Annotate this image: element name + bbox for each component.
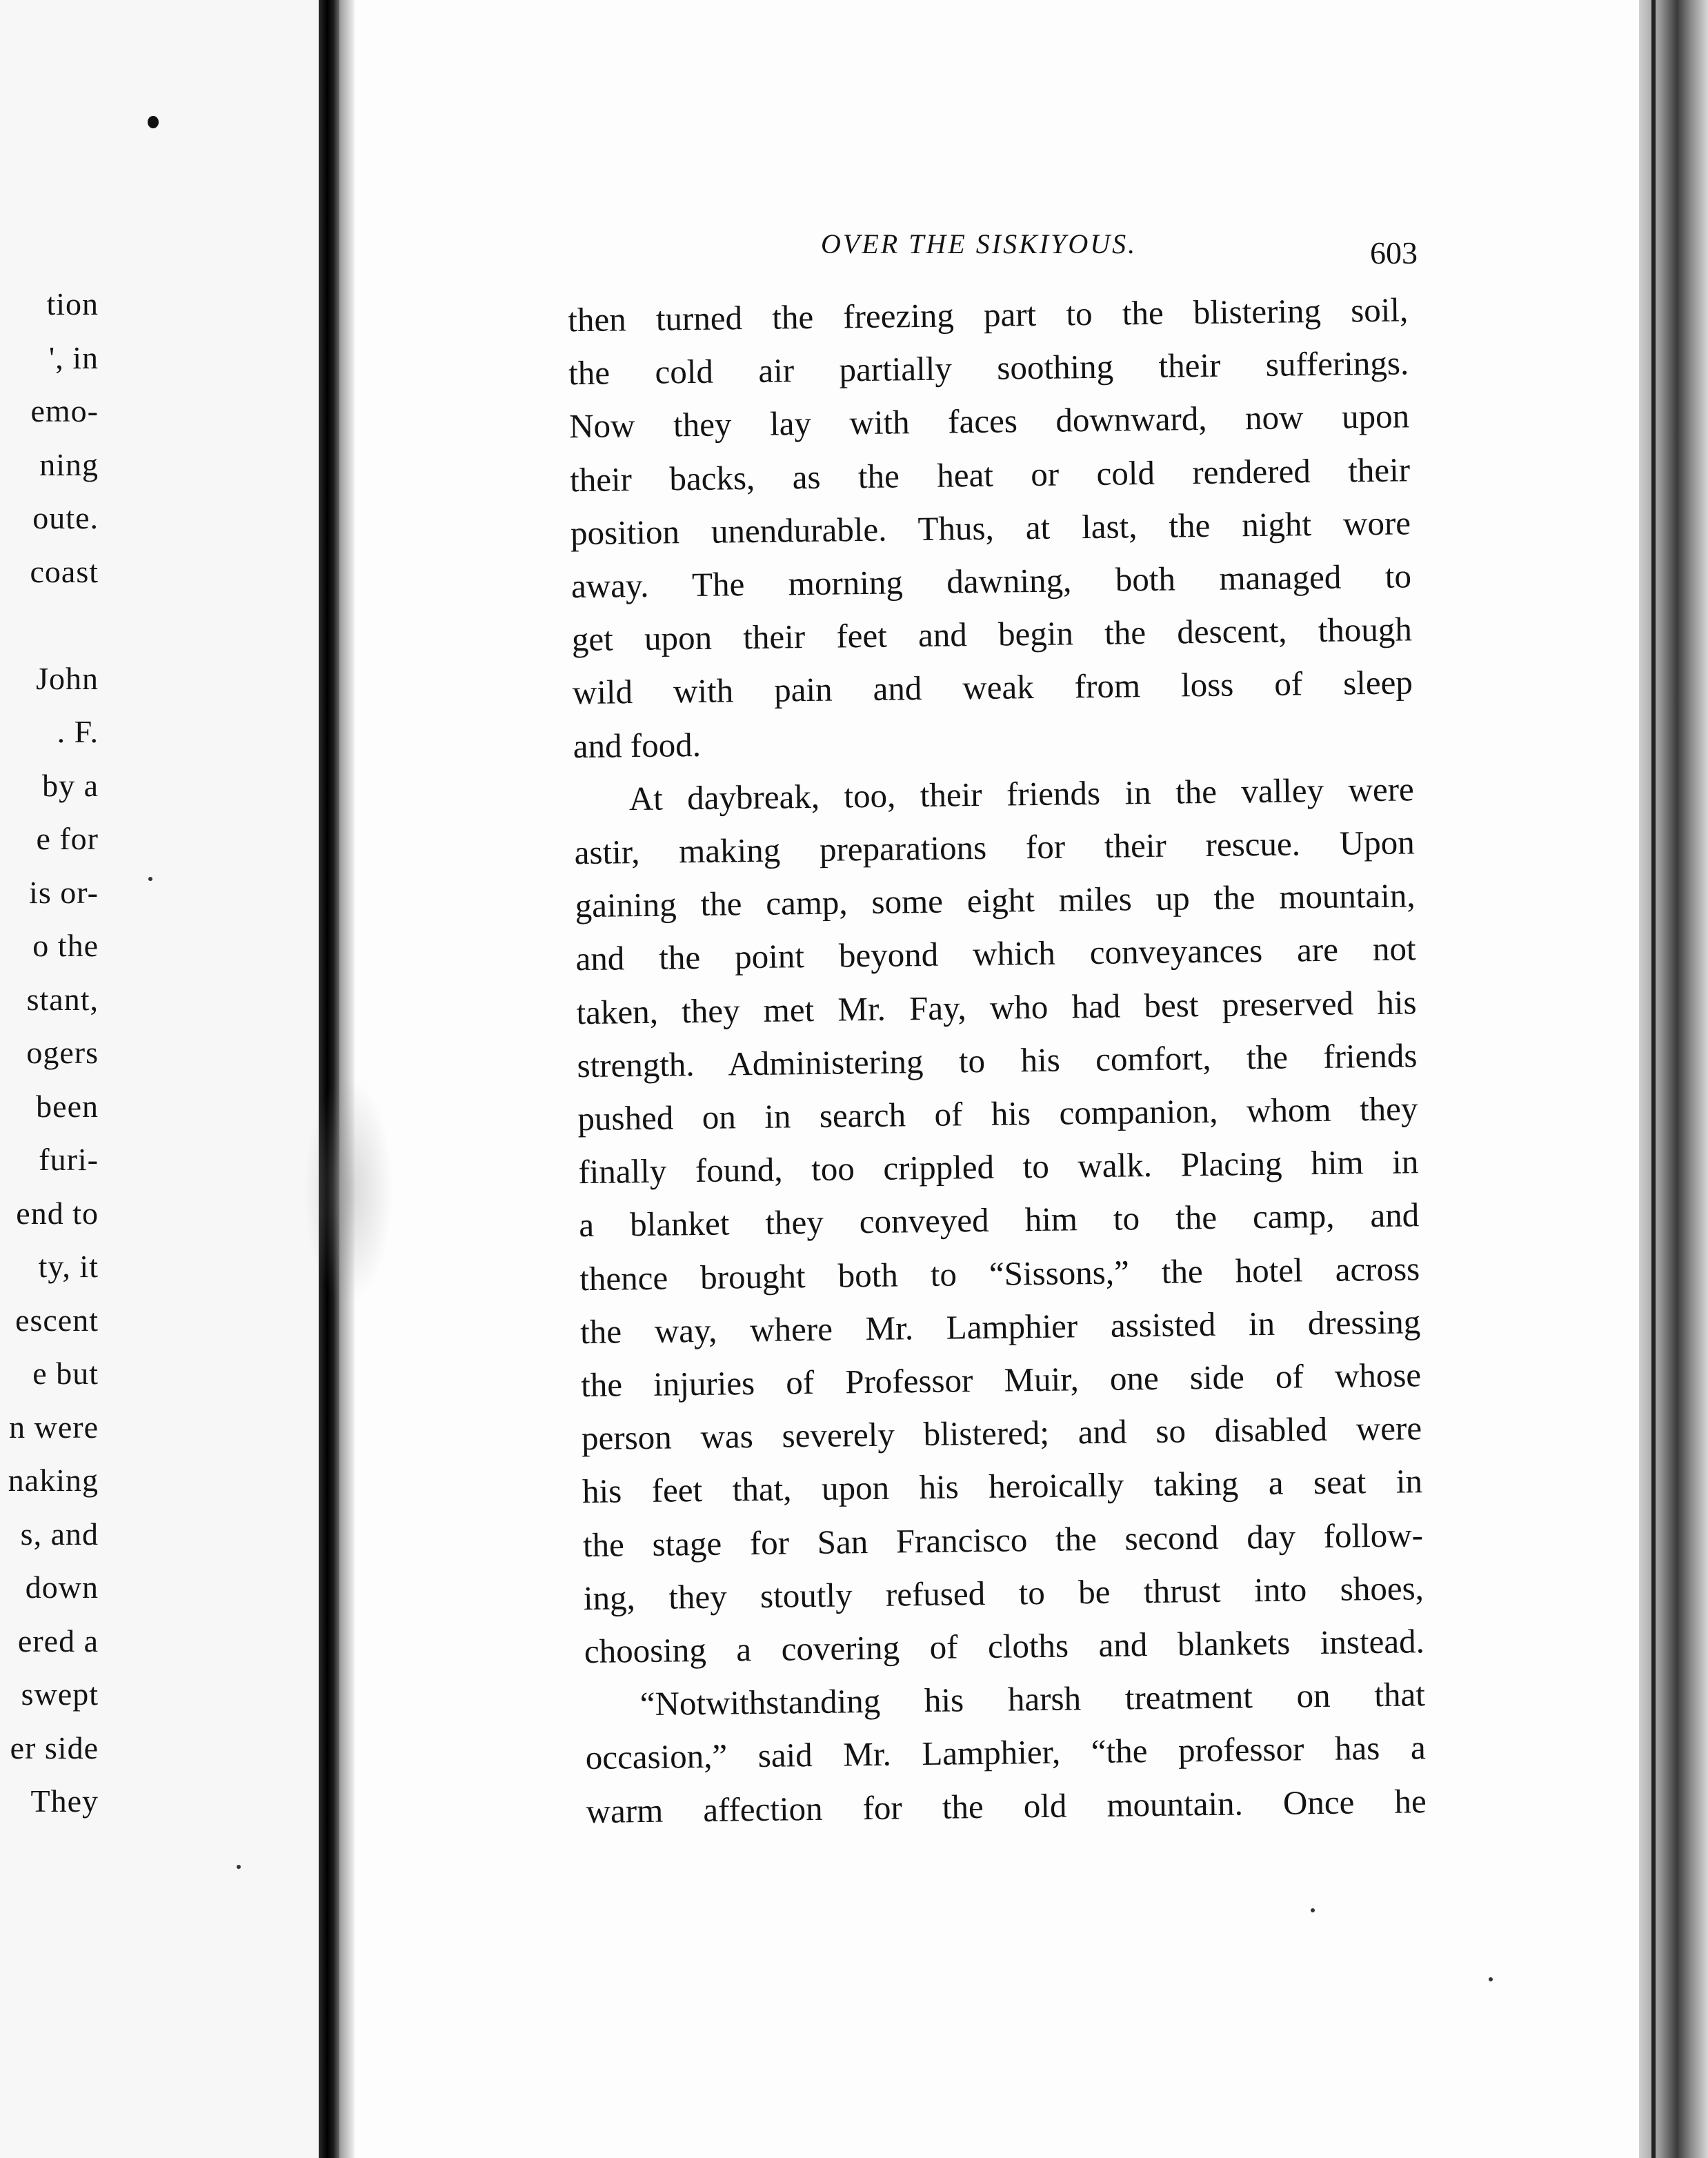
ink-speck [1311,1908,1315,1912]
left-page-line-fragment: been [36,1088,99,1124]
text-line: position unendurable. Thus, at last, the night wore [570,504,1411,552]
text-line: pushed on in search of his companion, whom they [577,1089,1418,1138]
text-line: their backs, as the heat or cold rendered their [569,450,1411,499]
paragraph-end-line: and food. [573,725,702,765]
text-line: astir, making preparations for their rescue. Upon [574,823,1415,872]
left-page-line-fragment: escent [15,1302,99,1338]
text-line: the way, where Mr. Lamphier assisted in dressing [579,1303,1421,1351]
text-line: taken, they met Mr. Fay, who had best preserved his [576,982,1417,1031]
text-line: get upon their feet and begin the descent, though [571,610,1413,659]
left-page-line-fragment: o the [32,928,99,963]
left-page-line-fragment: tion [46,286,99,321]
left-page-line-fragment: ered a [17,1623,99,1659]
left-page-line-fragment: is or- [29,874,99,910]
left-page-line-fragment: er side [10,1730,99,1765]
left-page-line-fragment: ning [39,446,99,482]
ink-speck [237,1865,241,1869]
left-page-line-fragment: s, and [20,1516,99,1552]
text-line: occasion,” said Mr. Lamphier, “the professor has a [585,1728,1427,1777]
left-page-line-fragment: n were [9,1409,99,1445]
left-page-line-fragment: They [30,1783,99,1819]
running-head: OVER THE SISKIYOUS. [821,228,1138,259]
left-page-line-fragment: . F. [57,714,99,749]
text-line: the injuries of Professor Muir, one side of whose [580,1356,1422,1405]
left-page-line-fragment: down [25,1570,99,1605]
text-line: finally found, too crippled to walk. Placing him in [578,1142,1419,1191]
left-page-line-fragment: stant, [26,981,99,1017]
text-line: Now they lay with faces downward, now upon [568,397,1410,446]
left-page-line-fragment: John [36,660,99,696]
text-line: warm affection for the old mountain. Once he [586,1781,1427,1830]
text-line: thence brought both to “Sissons,” the hotel across [579,1249,1420,1298]
left-page-line-fragment: coast [30,553,99,589]
left-page-line-fragment: ogers [26,1035,99,1070]
text-line: person was severely blistered; and so disabled were [581,1409,1422,1458]
left-page-line-fragment: furi- [39,1142,99,1177]
left-page-line-fragment: end to [16,1195,99,1231]
text-line: choosing a covering of cloths and blankets instead. [584,1622,1425,1671]
ink-speck [148,877,152,881]
text-line: strength. Administering to his comfort, the friends [577,1036,1418,1085]
paragraph-start-line: “Notwithstanding his harsh treatment on that [639,1675,1426,1723]
text-line: his feet that, upon his heroically taking a seat in [582,1462,1423,1511]
text-line: and the point beyond which conveyances are not [575,929,1416,978]
left-page-line-fragment: by a [42,767,99,803]
text-line: gaining the camp, some eight miles up the mountain, [575,876,1416,925]
left-page-line-fragment: emo- [30,393,99,428]
left-page-line-fragment: oute. [32,500,99,535]
text-line: away. The morning dawning, both managed to [570,557,1412,606]
text-line: ing, they stoutly refused to be thrust into shoes, [583,1568,1424,1617]
text-line: the cold air partially soothing their sufferings. [568,344,1409,393]
ink-speck [1489,1977,1493,1981]
left-page-line-fragment: naking [8,1463,99,1498]
left-page-line-fragment: e for [36,821,99,856]
left-page-line-fragment: e but [32,1356,99,1391]
text-line: the stage for San Francisco the second day follow- [582,1515,1424,1564]
text-line: then turned the freezing part to the blistering soil, [567,290,1409,339]
left-page-line-fragment: swept [21,1676,99,1712]
left-page-line-fragment: ty, it [38,1249,99,1284]
text-line: a blanket they conveyed him to the camp, and [578,1196,1420,1245]
paragraph-start-line: At daybreak, too, their friends in the valley were [628,770,1415,818]
left-page-line-fragment: ', in [48,339,99,375]
page-number: 603 [1370,235,1418,270]
text-line: wild with pain and weak from loss of sleep [572,663,1413,712]
